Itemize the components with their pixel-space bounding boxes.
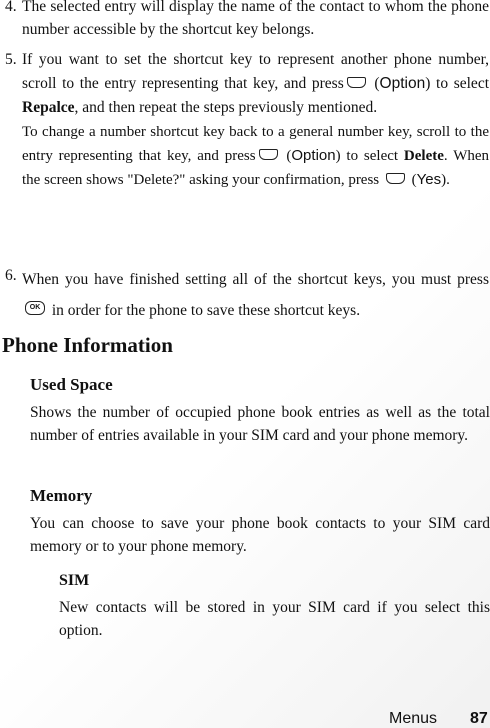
list-number: 6.	[5, 267, 17, 284]
list-item-5	[5, 48, 489, 192]
ok-key-icon: OK	[25, 301, 45, 315]
sim-heading: SIM	[59, 572, 90, 589]
used-space-text: Shows the number of occupied phone book entries as well as the total number of entries available in your SIM card and your phone memory.	[30, 404, 490, 444]
footer-section: Menus	[389, 710, 438, 727]
list-item-text: When you have finished setting all of the shortcut keys, you must press OK in order for the phone to save these shortcut keys.	[22, 271, 489, 319]
replace-label: Repalce	[22, 99, 75, 116]
option-label: Option	[379, 75, 426, 92]
section-heading: Phone Information	[2, 333, 173, 357]
softkey-icon	[259, 149, 278, 160]
yes-label: Yes	[416, 171, 442, 188]
softkey-icon	[386, 173, 405, 184]
used-space-heading: Used Space	[30, 375, 113, 394]
sim-text: New contacts will be stored in your SIM card if you select this option.	[59, 599, 490, 639]
list-item-6	[5, 264, 489, 326]
memory-text: You can choose to save your phone book contacts to your SIM card memory or to your phone memory.	[30, 515, 490, 555]
replace-instructions: If you want to set the shortcut key to represent another phone number, scroll to the entry representing that key, and press (Option) to select Repalce, and then repeat the steps previously mentioned.	[22, 51, 489, 116]
delete-label: Delete	[403, 148, 444, 164]
page-number: 87	[470, 710, 488, 727]
list-item-text: The selected entry will display the name of the contact to whom the phone number accessible by the shortcut key belongs.	[22, 0, 489, 38]
option-label: Option	[291, 147, 336, 164]
memory-heading: Memory	[30, 486, 93, 505]
softkey-icon	[347, 77, 366, 88]
delete-instructions: To change a number shortcut key back to a general number key, scroll to the entry representing that key, and press (Option) to select Delete. When the screen shows "Delete?" asking your confirmation, press (Yes).	[22, 124, 490, 188]
list-number: 4.	[5, 0, 17, 15]
list-item-4	[5, 0, 489, 41]
list-number: 5.	[5, 51, 17, 68]
